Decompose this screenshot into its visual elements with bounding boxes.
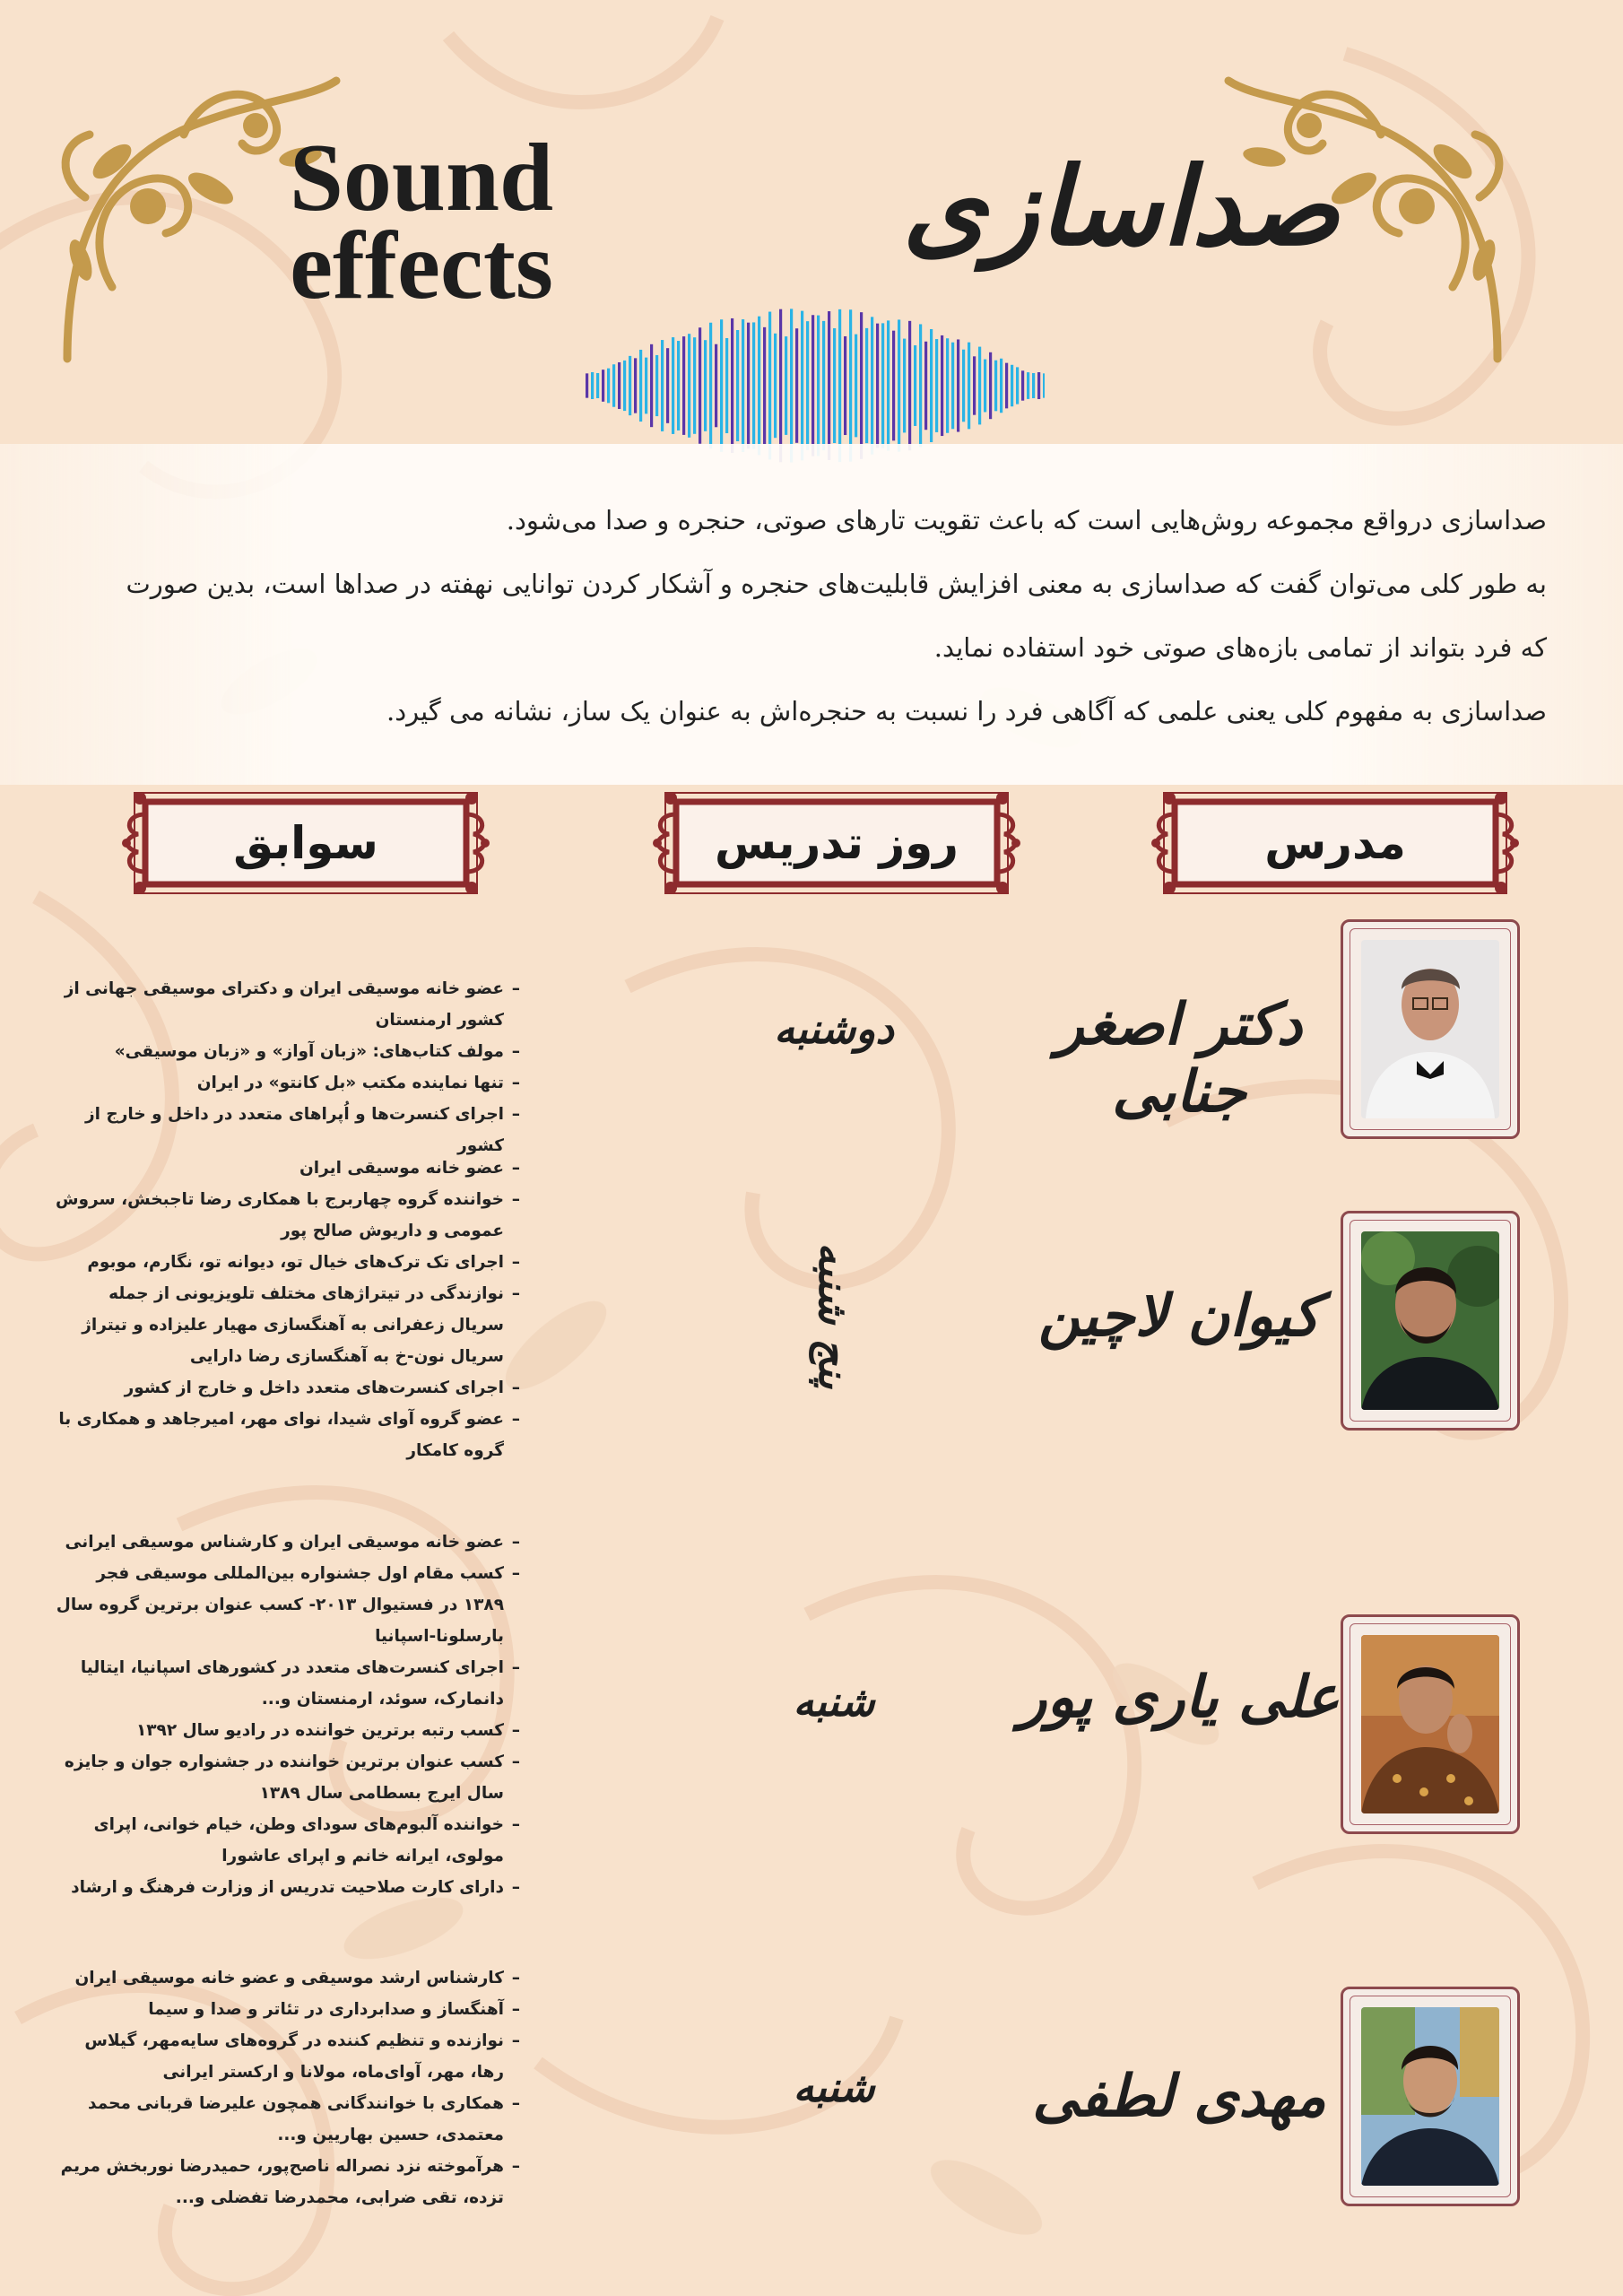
wave-bar xyxy=(817,316,820,457)
portrait-image xyxy=(1361,2007,1499,2186)
teacher-photo xyxy=(1341,1211,1520,1431)
wave-bar xyxy=(908,321,911,450)
wave-bar xyxy=(785,336,787,435)
wave-bar xyxy=(951,343,954,430)
wave-bar xyxy=(699,327,701,444)
wave-bar xyxy=(736,330,739,441)
wave-bar xyxy=(682,336,685,435)
wave-bar xyxy=(1032,373,1035,398)
wave-bar xyxy=(661,340,664,431)
wave-bar xyxy=(693,337,696,434)
wave-bar xyxy=(618,362,621,409)
teacher-photo xyxy=(1341,919,1520,1139)
record-item: – اجرای کنسرت‌های متعدد داخل و خارج از کشور xyxy=(54,1372,520,1404)
wave-bar xyxy=(623,361,626,411)
teaching-day: دوشنبه xyxy=(774,1004,894,1053)
wave-bar xyxy=(989,352,992,419)
wave-bar xyxy=(672,337,674,434)
record-item: – عضو گروه آوای شیدا، نوای مهر، امیرجاهد و همکاری با گروه کامکار xyxy=(54,1404,520,1466)
wave-bar xyxy=(639,350,642,422)
wave-bar xyxy=(903,339,906,433)
record-item: – اجرای کنسرت‌ها و اُپراهای متعدد در داخل و خارج از کشور xyxy=(54,1099,520,1161)
teacher-name: علی یاری پور xyxy=(1019,1664,1340,1731)
wave-bar xyxy=(935,339,938,432)
intro-line: به طور کلی می‌توان گفت که صداسازی به معنی افزایش قابلیت‌های حنجره و آشکار کردن توانایی نهفته در صداها است، بدین صورت xyxy=(126,569,1547,599)
column-header-label: روز تدریس xyxy=(715,817,959,869)
wave-bar xyxy=(768,312,771,460)
wave-bar xyxy=(758,317,760,456)
wave-bar xyxy=(871,317,873,454)
wave-bar xyxy=(968,343,970,430)
wave-bar xyxy=(865,328,868,443)
wave-bar xyxy=(844,336,846,435)
record-item: – اجرای تک ترک‌های خیال تو، دیوانه تو، نگارم، موبوم xyxy=(54,1247,520,1278)
teacher-records xyxy=(54,1152,520,1466)
wave-bar xyxy=(876,324,879,448)
wave-bar xyxy=(946,338,949,433)
portrait-image xyxy=(1361,940,1499,1118)
record-item: – دارای کارت صلاحیت تدریس از وزارت فرهنگ و ارشاد xyxy=(54,1872,520,1903)
wave-bar xyxy=(962,350,965,422)
wave-bar xyxy=(994,361,997,412)
wave-bar xyxy=(860,312,863,459)
portrait-image xyxy=(1361,1635,1499,1813)
wave-bar xyxy=(1021,370,1024,400)
wave-bar xyxy=(838,309,841,462)
teaching-day: شنبه xyxy=(793,1677,875,1726)
wave-bar xyxy=(941,335,943,436)
wave-bar xyxy=(715,344,717,428)
wave-bar xyxy=(914,345,916,426)
teaching-day: شنبه xyxy=(793,2063,875,2111)
wave-bar xyxy=(812,315,814,457)
teacher-records xyxy=(54,1962,520,2213)
record-item: – عضو خانه موسیقی ایران و کارشناس موسیقی ایرانی xyxy=(54,1526,520,1558)
record-item: – هرآموخته نزد نصراله ناصح‌پور، حمیدرضا نوربخش مریم تزده، تقی ضرابی، محمدرضا تفضلی و... xyxy=(54,2151,520,2213)
wave-bar xyxy=(742,319,744,452)
wave-bar xyxy=(887,320,890,450)
wave-bar xyxy=(763,327,766,444)
wave-bar xyxy=(591,372,594,399)
intro-line: صداسازی درواقع مجموعه روش‌هایی است که باعث تقویت تارهای صوتی، حنجره و صدا می‌شود. xyxy=(506,505,1547,535)
wave-bar xyxy=(795,328,798,443)
intro-line: صداسازی به مفهوم کلی یعنی علمی که آگاهی فرد را نسبت به حنجره‌اش به عنوان یک ساز، نشانه می گیرد. xyxy=(386,696,1547,726)
teacher-name: مهدی لطفی xyxy=(1032,2063,1326,2130)
teacher-records xyxy=(54,1526,520,1903)
record-item: – اجرای کنسرت‌های متعدد در کشورهای اسپانیا، ایتالیا دانمارک، سوئد، ارمنستان و... xyxy=(54,1652,520,1715)
record-item: – عضو خانه موسیقی ایران xyxy=(54,1152,520,1184)
intro-line: که فرد بتواند از تمامی بازه‌های صوتی خود استفاده نماید. xyxy=(933,632,1547,663)
wave-bar xyxy=(924,342,927,430)
record-item: – مولف کتاب‌های: «زبان آواز» و «زبان موسیقی» xyxy=(54,1036,520,1067)
title-persian: صداسازی xyxy=(902,144,1340,270)
wave-bar xyxy=(612,364,615,406)
wave-bar xyxy=(984,360,986,413)
wave-bar xyxy=(855,335,857,438)
wave-bar xyxy=(822,321,825,450)
wave-bar xyxy=(655,355,658,416)
record-item: – تنها نماینده مکتب «بل کانتو» در ایران xyxy=(54,1067,520,1099)
wave-bar xyxy=(973,356,976,414)
wave-bar xyxy=(1000,359,1002,413)
teacher-photo xyxy=(1341,1614,1520,1834)
column-header-records xyxy=(118,787,493,899)
wave-bar xyxy=(720,319,723,452)
wave-bar xyxy=(833,328,836,443)
wave-bar xyxy=(666,348,669,423)
wave-bar xyxy=(806,321,809,450)
column-header-label: سوابق xyxy=(233,817,378,869)
wave-bar xyxy=(634,358,637,413)
record-item: – نوازندگی در تیتراژهای مختلف تلویزیونی از جمله سریال زعفرانی به آهنگسازی مهیار علیزاده و تیتراژ سریال نون-خ به آهنگسازی رضا دارایی xyxy=(54,1278,520,1372)
wave-bar xyxy=(978,347,981,425)
wave-bar xyxy=(731,318,733,453)
wave-bar xyxy=(790,309,793,462)
wave-bar xyxy=(801,311,803,461)
wave-bar xyxy=(1005,363,1008,409)
record-item: – همکاری با خوانندگانی همچون علیرضا قربانی محمد معتمدی، حسین بهاریین و... xyxy=(54,2088,520,2151)
wave-bar xyxy=(774,334,777,438)
wave-bar xyxy=(602,370,604,402)
record-item: – کسب مقام اول جشنواره بین‌المللی موسیقی فجر ۱۳۸۹ در فستیوال ۲۰۱۳- کسب عنوان برترین گروه سال بارسلونا-اسپانیا xyxy=(54,1558,520,1652)
wave-bar xyxy=(607,369,610,404)
wave-bar xyxy=(645,358,647,414)
record-item: – کسب رتبه برترین خواننده در رادیو سال ۱۳۹۲ xyxy=(54,1715,520,1746)
record-item: – آهنگساز و صدابرداری در تئاتر و صدا و سیما xyxy=(54,1994,520,2025)
column-header-day xyxy=(649,787,1024,899)
column-header-label: مدرس xyxy=(1264,817,1406,869)
record-item: – عضو خانه موسیقی ایران و دکترای موسیقی جهانی از کشور ارمنستان xyxy=(54,973,520,1036)
wave-bar xyxy=(709,323,712,448)
wave-bar xyxy=(747,323,750,449)
wave-bar xyxy=(677,341,680,430)
portrait-image xyxy=(1361,1231,1499,1410)
wave-bar xyxy=(898,319,900,451)
wave-bar xyxy=(688,334,690,438)
wave-bar xyxy=(704,340,707,431)
teaching-day: پنج شنبه xyxy=(810,1242,858,1389)
wave-bar xyxy=(596,373,599,398)
record-item: – کارشناس ارشد موسیقی و عضو خانه موسیقی ایران xyxy=(54,1962,520,1994)
wave-bar xyxy=(1043,373,1045,397)
record-item: – نوازنده و تنظیم کننده در گروه‌های سایه‌مهر، گیلاس رها، مهر، آوای‌ماه، مولانا و ارکستر ایرانی xyxy=(54,2025,520,2088)
wave-bar xyxy=(650,344,653,427)
wave-bar xyxy=(1011,365,1013,406)
wave-bar xyxy=(919,324,922,447)
wave-bar xyxy=(849,309,852,461)
record-item: – خواننده آلبوم‌های سودای وطن، خیام خوانی، اپرای مولوی، ایرانه خانم و اپرای عاشورا xyxy=(54,1809,520,1872)
intro-text xyxy=(72,489,1547,744)
wave-bar xyxy=(892,331,895,441)
wave-bar xyxy=(828,311,830,460)
teacher-name: کیوان لاچین xyxy=(1038,1283,1320,1350)
wave-bar xyxy=(779,309,782,463)
teacher-photo xyxy=(1341,1987,1520,2206)
wave-bar xyxy=(881,323,884,448)
teacher-records xyxy=(54,973,520,1161)
title-english: Sound effects xyxy=(289,125,554,319)
teacher-name: دکتر اصغر جنابی xyxy=(1055,991,1303,1126)
record-item: – خواننده گروه چهاربرج با همکاری رضا تاجبخش، سروش عمومی و داریوش صالح پور xyxy=(54,1184,520,1247)
wave-bar xyxy=(586,373,588,397)
wave-bar xyxy=(1037,372,1040,399)
wave-bar xyxy=(725,338,728,433)
wave-bar xyxy=(957,339,959,431)
column-header-teacher xyxy=(1148,787,1523,899)
wave-bar xyxy=(1016,367,1019,404)
wave-bar xyxy=(752,322,755,448)
wave-bar xyxy=(930,329,933,442)
wave-bar xyxy=(1027,372,1029,399)
wave-bar xyxy=(629,356,631,415)
record-item: – کسب عنوان برترین خواننده در جشنواره جوان و جایزه سال ایرج بسطامی سال ۱۳۸۹ xyxy=(54,1746,520,1809)
